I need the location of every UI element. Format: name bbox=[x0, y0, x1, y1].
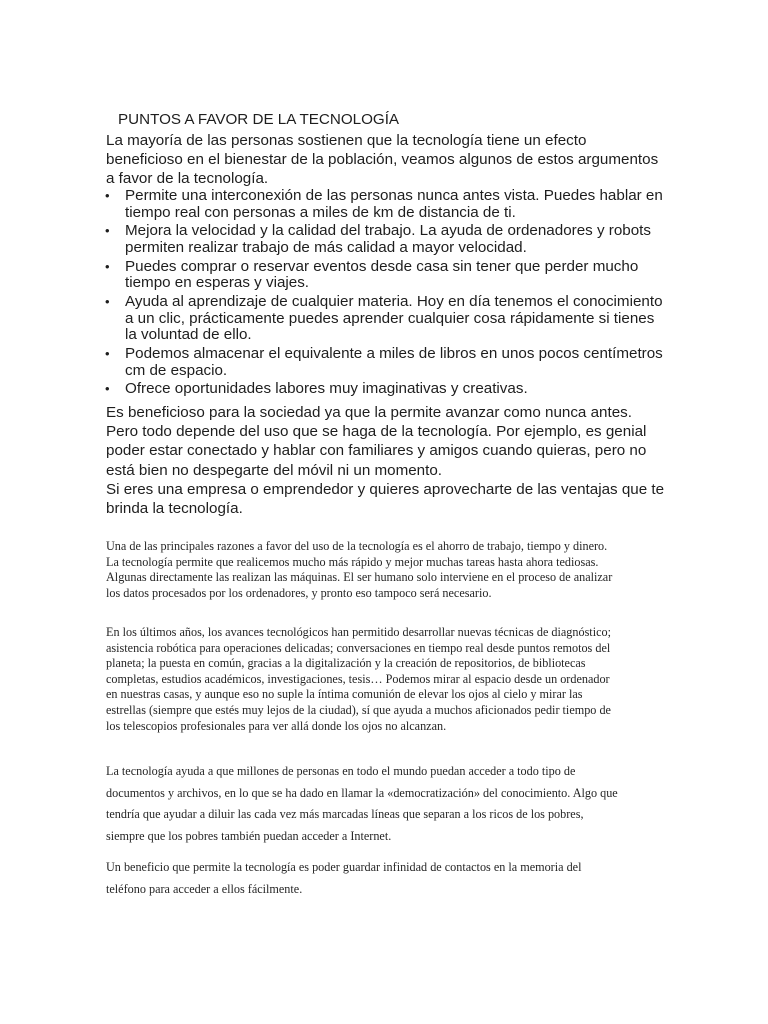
paragraph-line: planeta; la puesta en común, gracias a la digitalización y la creación de repositorios, de bibliotecas bbox=[106, 656, 586, 671]
paragraph-line: Una de las principales razones a favor del uso de la tecnología es el ahorro de trabajo, tiempo y dinero. bbox=[106, 539, 608, 553]
bullet-item bbox=[104, 259, 684, 292]
intro-paragraph bbox=[106, 131, 666, 189]
bullet-icon: • bbox=[105, 381, 110, 397]
bullet-text: Podemos almacenar el equivalente a miles de libros en unos pocos centímetros bbox=[125, 345, 663, 363]
bullet-text: Permite una interconexión de las personas nunca antes vista. Puedes hablar en bbox=[125, 187, 663, 204]
paragraph-line: asistencia robótica para operaciones delicadas; conversaciones en tiempo real desde puntos remotos del bbox=[106, 640, 611, 655]
paragraph-contacts bbox=[106, 857, 666, 900]
arguments-bullet-list bbox=[104, 188, 684, 400]
intro-line: La mayoría de las personas sostienen que la tecnología tiene un efecto bbox=[106, 132, 587, 149]
paragraph-line: teléfono para acceder a ellos fácilmente. bbox=[106, 881, 303, 896]
paragraph-access bbox=[106, 761, 666, 847]
conclusion-line: brinda la tecnología. bbox=[106, 500, 243, 518]
paragraph-line: completas, estudios académicos, investigaciones, tesis… Podemos mirar al espacio desde un ordenador bbox=[106, 671, 610, 686]
conclusion-paragraph bbox=[106, 403, 686, 518]
paragraph-line: los telescopios profesionales para ver allá donde los ojos no alcanzan. bbox=[106, 718, 447, 733]
bullet-text: Ayuda al aprendizaje de cualquier materia. Hoy en día tenemos el conocimiento bbox=[125, 293, 663, 311]
bullet-text: la voluntad de ello. bbox=[125, 326, 252, 344]
bullet-item bbox=[104, 188, 684, 221]
paragraph-line: estrellas (siempre que estés muy lejos de la ciudad), sí que ayuda a muchos aficionados pedir tiempo de bbox=[106, 702, 611, 717]
paragraph-line: La tecnología ayuda a que millones de personas en todo el mundo puedan acceder a todo tipo de bbox=[106, 764, 576, 778]
bullet-item bbox=[104, 346, 684, 379]
intro-line: a favor de la tecnología. bbox=[106, 170, 269, 188]
bullet-text: Puedes comprar o reservar eventos desde casa sin tener que perder mucho bbox=[125, 257, 639, 275]
bullet-item bbox=[104, 381, 684, 398]
conclusion-line: está bien no despegarte del móvil ni un momento. bbox=[106, 461, 443, 479]
bullet-text: tiempo real con personas a miles de km de distancia de ti. bbox=[125, 203, 516, 221]
bullet-item bbox=[104, 223, 684, 256]
bullet-icon: • bbox=[105, 223, 110, 239]
bullet-icon: • bbox=[105, 188, 110, 203]
bullet-text: Ofrece oportunidades labores muy imaginativas y creativas. bbox=[125, 380, 528, 398]
paragraph-line: La tecnología permite que realicemos mucho más rápido y mejor muchas tareas hasta ahora tediosas. bbox=[106, 554, 599, 569]
bullet-text: permiten realizar trabajo de más calidad a mayor velocidad. bbox=[125, 238, 527, 256]
paragraph-line: Un beneficio que permite la tecnología es poder guardar infinidad de contactos en la memoria del bbox=[106, 860, 582, 874]
conclusion-line: Es beneficioso para la sociedad ya que la permite avanzar como nunca antes. bbox=[106, 404, 632, 421]
paragraph-line: tendría que ayudar a diluir las cada vez más marcadas líneas que separan a los ricos de los pobres, bbox=[106, 807, 584, 822]
conclusion-line: Si eres una empresa o emprendedor y quieres aprovecharte de las ventajas que te bbox=[106, 480, 665, 498]
paragraph-line: los datos procesados por los ordenadores, y pronto eso tampoco será necesario. bbox=[106, 585, 492, 600]
paragraph-line: en nuestras casas, y aunque eso no suple la íntima comunión de elevar los ojos al cielo y mirar las bbox=[106, 687, 583, 702]
bullet-icon: • bbox=[105, 294, 110, 310]
intro-line: beneficioso en el bienestar de la población, veamos algunos de estos argumentos bbox=[106, 151, 659, 169]
bullet-text: tiempo en esperas y viajes. bbox=[125, 274, 310, 292]
paragraph-line: siempre que los pobres también puedan acceder a Internet. bbox=[106, 828, 392, 843]
bullet-icon: • bbox=[105, 258, 110, 274]
paragraph-line: En los últimos años, los avances tecnológicos han permitido desarrollar nuevas técnicas de diagnóstico; bbox=[106, 625, 611, 639]
paragraph-line: documentos y archivos, en lo que se ha dado en llamar la «democratización» del conocimiento. Algo que bbox=[106, 785, 618, 800]
paragraph-savings bbox=[106, 539, 666, 601]
paragraph-advances bbox=[106, 625, 666, 734]
bullet-icon: • bbox=[105, 346, 110, 362]
conclusion-line: Pero todo depende del uso que se haga de la tecnología. Por ejemplo, es genial bbox=[106, 423, 647, 441]
bullet-item bbox=[104, 294, 684, 344]
bullet-text: a un clic, prácticamente puedes aprender cualquier cosa rápidamente si tienes bbox=[125, 309, 655, 327]
document-title: PUNTOS A FAVOR DE LA TECNOLOGÍA bbox=[118, 111, 400, 128]
bullet-text: Mejora la velocidad y la calidad del trabajo. La ayuda de ordenadores y robots bbox=[125, 222, 651, 240]
bullet-text: cm de espacio. bbox=[125, 361, 228, 379]
conclusion-line: poder estar conectado y hablar con familiares y amigos cuando quieras, pero no bbox=[106, 442, 647, 460]
paragraph-line: Algunas directamente las realizan las máquinas. El ser humano solo interviene en el proceso de analizar bbox=[106, 570, 613, 585]
